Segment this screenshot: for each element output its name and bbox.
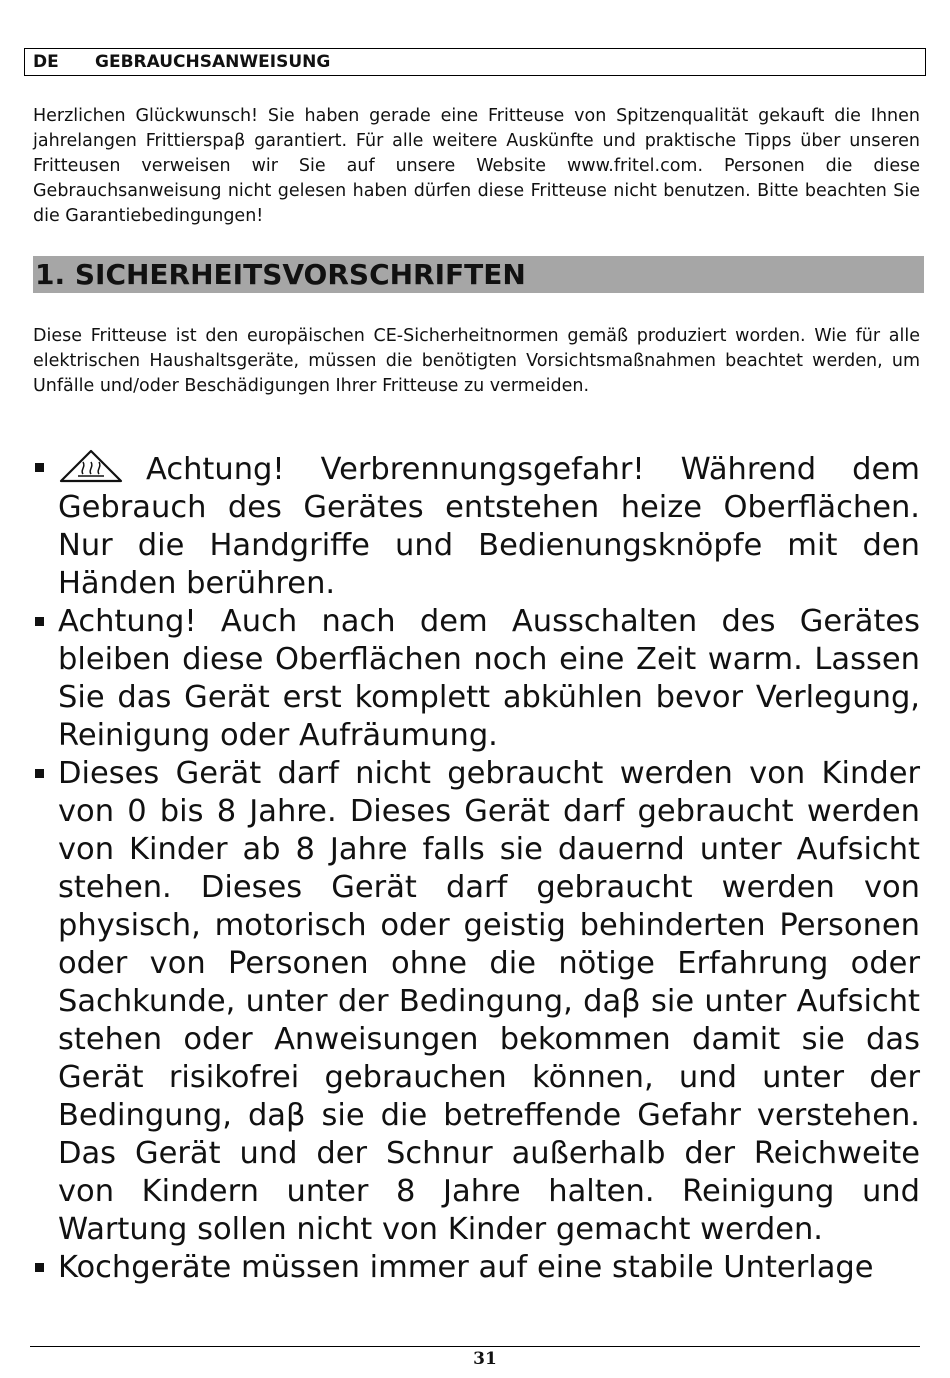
list-item-text: Achtung! Auch nach dem Ausschalten des Gerätes bleiben diese Oberflächen noch eine Zeit warm. Lassen Sie das Gerät erst komplett abkühlen bevor Verlegung, Reinigung oder Aufräumung. [58,604,920,753]
footer-divider [30,1346,920,1347]
list-item-text: Achtung! Verbrennungsgefahr! Während dem Gebrauch des Gerätes entstehen heize Oberflächen. Nur die Handgriffe und Bedienungsknöpfe mit den Händen berühren. [58,452,920,601]
section-intro-paragraph: Diese Fritteuse ist den europäischen CE-Sicherheitnormen gemäß produziert worden. Wie für alle elektrischen Haushaltsgeräte, müssen die benötigten Vorsichtsmaßnahmen beachtet werden, um Unfälle und/oder Beschädigungen Ihrer Fritteuse zu vermeiden. [33,326,920,396]
bullet-icon [35,617,44,626]
list-item-text: Kochgeräte müssen immer auf eine stabile Unterlage [58,1250,874,1285]
list-item-text: Dieses Gerät darf nicht gebraucht werden von Kinder von 0 bis 8 Jahre. Dieses Gerät darf gebraucht werden von Kinder ab 8 Jahre falls sie dauernd unter Aufsicht stehen. Dieses Gerät darf gebraucht werden von physisch, motorisch oder geistig behinderten Personen oder von Personen ohne die nötige Erfahrung oder Sachkunde, unter der Bedingung, daβ sie unter Aufsicht stehen oder Anweisungen bekommen damit sie das Gerät risikofrei gebrauchen können, und unter der Bedingung, daβ sie die betreffende Gefahr verstehen. Das Gerät und der Schnur außerhalb der Reichweite von Kindern unter 8 Jahre halten. Reinigung und Wartung sollen nicht von Kinder gemacht werden. [58,756,920,1247]
bullet-icon [35,1263,44,1272]
section-heading: 1. SICHERHEITSVORSCHRIFTEN [33,256,924,293]
list-item [33,755,920,1249]
language-code: DE [33,52,59,72]
document-header [24,48,926,76]
list-item [33,603,920,755]
list-item [33,449,920,603]
bullet-icon [35,769,44,778]
document-title: GEBRAUCHSANWEISUNG [95,52,331,72]
bullet-icon [35,463,44,472]
hot-surface-warning-icon [58,449,124,483]
safety-rules-list [33,449,920,1287]
list-item [33,1249,920,1287]
intro-paragraph: Herzlichen Glückwunsch! Sie haben gerade eine Fritteuse von Spitzenqualität gekauft die Ihnen jahrelangen Frittierspaβ garantiert. Für alle weitere Auskünfte und praktische Tipps über unseren Fritteusen verweisen wir Sie auf unsere Website www.fritel.com. Personen die diese Gebrauchsanweisung nicht gelesen haben dürfen diese Fritteuse nicht benutzen. Bitte beachten Sie die Garantiebedingungen! [33,106,920,226]
page-number: 31 [473,1349,497,1369]
